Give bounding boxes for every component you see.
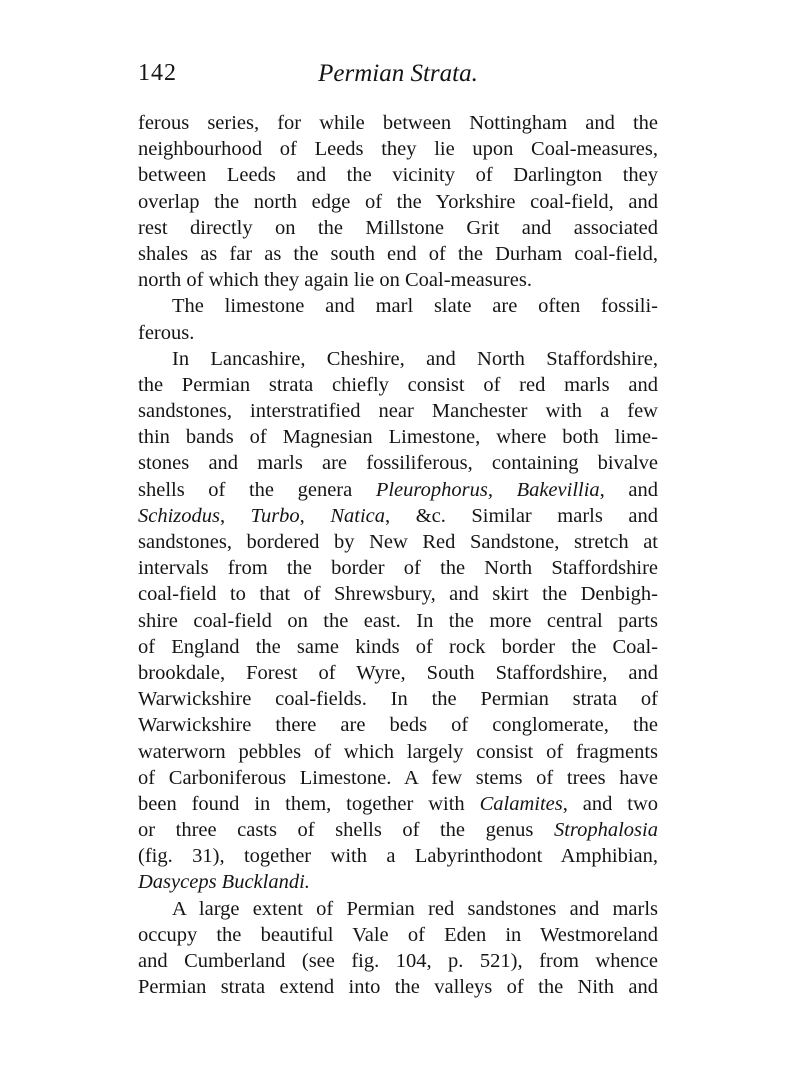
italic-term: Schizodus [138,504,220,527]
italic-term: Pleurophorus, [375,478,493,501]
text-line: Warwickshire there are beds of conglomerate, the [138,714,658,737]
text-line: Warwickshire coal-fields. In the Permian strata of [138,688,658,711]
text-line: sandstones, interstratified near Manchester with a few [138,400,658,423]
text-line: The limestone and marl slate are often fossili- [172,295,658,318]
text-line: A large extent of Permian red sandstones and marls [172,897,658,920]
text-line: shire coal-field on the east. In the more central parts [138,609,658,632]
text-line: stones and marls are fossiliferous, containing bivalve [138,452,658,475]
page-header [138,60,658,92]
text-line: (fig. 31), together with a Labyrinthodont Amphibian, [138,845,658,868]
italic-term: Calamites [479,792,563,815]
text-line: ferous. [138,321,195,344]
italic-term: Bakevillia [516,478,600,501]
italic-term: Turbo [250,504,300,527]
text-line [138,817,658,843]
text-line: between Leeds and the vicinity of Darlington they [138,164,658,187]
text-line: rest directly on the Millstone Grit and associated [138,216,658,239]
text-line: occupy the beautiful Vale of Eden in Westmoreland [138,923,658,946]
text-line: of England the same kinds of rock border the Coal- [138,635,658,658]
text-run [493,479,517,501]
text-run: , &c. Similar marls and [385,504,658,527]
running-title: Permian Strata. [318,60,478,87]
text-line: brookdale, Forest of Wyre, South Staffordshire, and [138,661,658,684]
text-run: , [220,504,251,527]
text-line: shales as far as the south end of the Durham coal-field, [138,242,658,265]
text-run: or three casts of shells of the genus [138,819,554,842]
text-line: thin bands of Magnesian Limestone, where both lime- [138,426,658,449]
text-line: and Cumberland (see fig. 104, p. 521), from whence [138,950,658,972]
text-line: intervals from the border of the North Staffordshire [138,557,658,580]
italic-term: Natica [330,504,386,527]
text-line [138,503,658,529]
text-run: shells of the genera [138,478,376,501]
text-line: coal-field to that of Shrewsbury, and skirt the Denbigh- [138,583,658,606]
text-line: the Permian strata chiefly consist of red marls and [138,373,658,396]
text-line: sandstones, bordered by New Red Sandstone, stretch at [138,531,658,553]
text-line [138,477,658,503]
body-text [138,110,658,1000]
italic-term: Dasyceps Bucklandi. [138,871,310,894]
text-line: waterworn pebbles of which largely consist of fragments [138,740,658,763]
text-line: ferous series, for while between Nottingham and the [138,112,658,134]
page-number: 142 [138,60,177,86]
text-line [138,791,658,817]
text-line: of Carboniferous Limestone. A few stems of trees have [138,766,658,789]
text-line: In Lancashire, Cheshire, and North Staffordshire, [172,347,658,370]
text-line [138,869,658,895]
text-line: Permian strata extend into the valleys of the Nith and [138,976,658,999]
italic-term: Strophalosia [553,819,658,842]
text-run: , [299,504,331,527]
text-line: neighbourhood of Leeds they lie upon Coal-measures, [138,138,658,161]
text-run: , and two [562,792,658,815]
text-line: north of which they again lie on Coal-measures. [138,269,532,292]
text-line: overlap the north edge of the Yorkshire coal-field, and [138,190,658,213]
text-run: been found in them, together with [138,792,480,815]
text-run: , and [599,478,658,501]
